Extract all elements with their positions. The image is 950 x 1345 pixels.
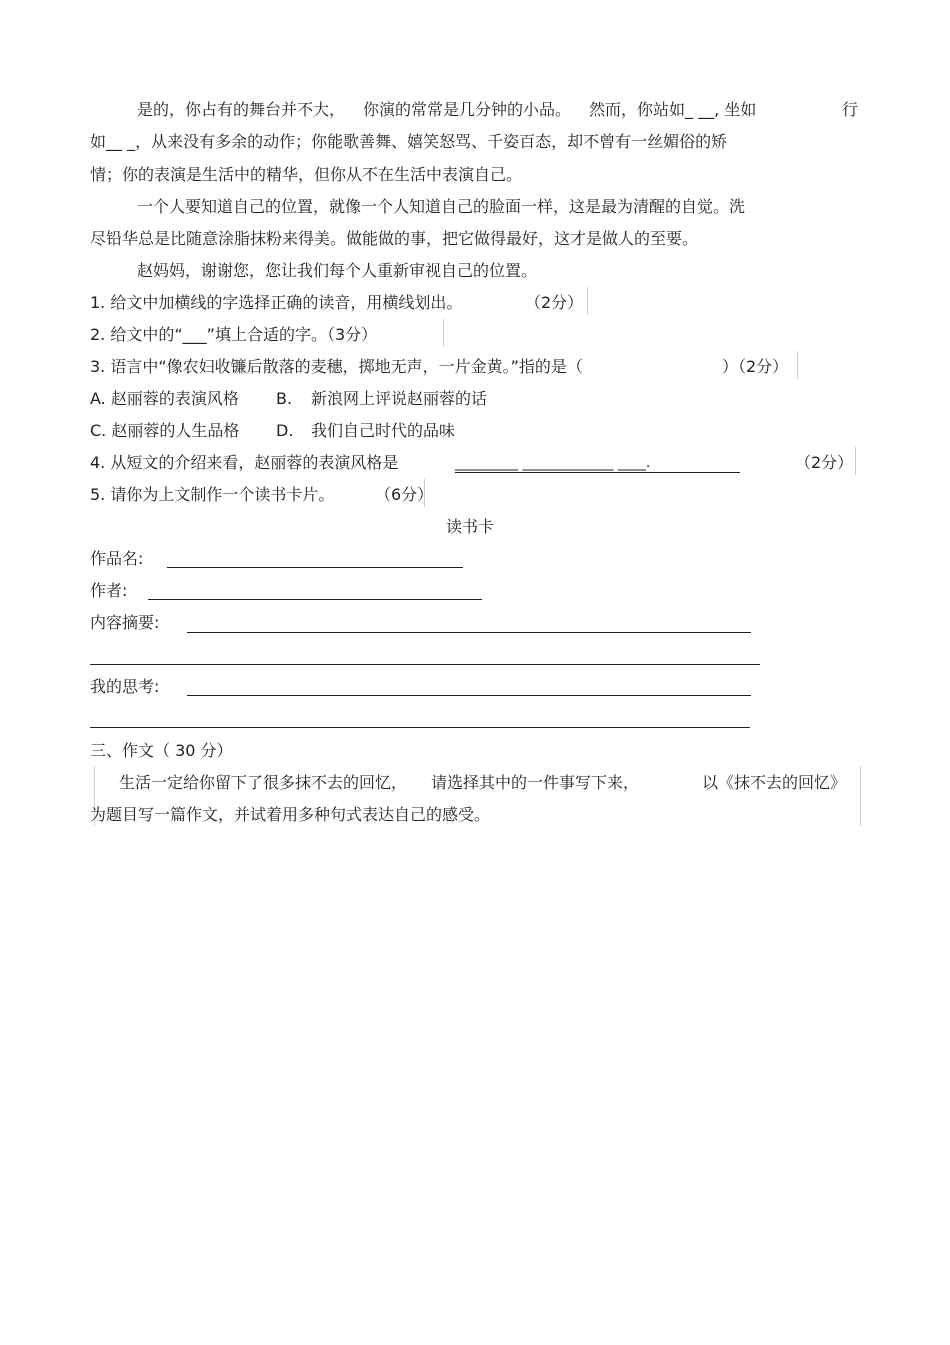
thinking-line [187,695,751,696]
fill-blank: _ __ [685,100,715,119]
essay-title-ref: 以《抹不去的回忆》 [702,773,847,792]
question-3-score: ）（2分） [722,357,789,376]
answer-blank: _________ _____________ ____. [455,455,651,471]
question-5: 5. 请你为上文制作一个读书卡片。 [90,485,335,504]
passage-text: 然而，你站如 [589,100,686,119]
question-3: 3. 语言中“像农妇收镰后散落的麦穗，掷地无声，一片金黄。”指的是（ [90,357,583,376]
answer-line [455,472,740,473]
passage-line-1 [137,100,756,120]
passage-line-5: 尽铅华总是比随意涂脂抹粉来得美。做能做的事，把它做得最好，这才是做人的至要。 [90,229,699,248]
essay-heading: 三、作文（ 30 分） [90,741,233,760]
work-name-line [167,567,463,568]
margin-rule [797,351,798,379]
fill-blank: __ _ [106,132,136,151]
question-5-score: （6分） [375,485,434,504]
passage-text: ，从来没有多余的动作；你能歌善舞、嬉笑怒骂、千姿百态，却不曾有一丝媚俗的矫 [135,132,728,151]
passage-line-3: 情；你的表演是生活中的精华，但你从不在生活中表演自己。 [90,165,523,184]
option-d: 我们自己时代的品味 [311,421,456,440]
thinking-line [90,727,750,728]
question-2: 2. 给文中的“___”填上合适的字。（3分） [90,325,378,344]
margin-rule [424,479,425,507]
option-c: C. 赵丽蓉的人生品格 [90,421,240,440]
passage-line-4: 一个人要知道自己的位置，就像一个人知道自己的脸面一样，这是最为清醒的自觉。洗 [137,197,746,216]
option-a: A. 赵丽蓉的表演风格 [90,389,239,408]
question-4-score: （2分） [795,453,854,472]
card-title: 读书卡 [446,517,495,536]
passage-text: 你演的常常是几分钟的小品。 [363,100,572,119]
margin-rule [587,287,588,315]
summary-line [90,664,760,665]
margin-rule [443,319,444,347]
passage-line-6: 赵妈妈，谢谢您，您让我们每个人重新审视自己的位置。 [137,261,538,280]
author-label: 作者: [90,581,128,600]
question-1-score: （2分） [525,293,584,312]
margin-rule [860,766,861,826]
option-b: 新浪网上评说赵丽蓉的话 [311,389,488,408]
question-1: 1. 给文中加横线的字选择正确的读音，用横线划出。 [90,293,463,312]
margin-rule [855,447,856,475]
passage-text: 是的，你占有的舞台并不大， [137,100,346,119]
passage-line-2 [90,132,727,152]
option-b-letter: B. [276,389,293,408]
passage-text: , 坐如 [714,100,757,119]
essay-line-1: 生活一定给你留下了很多抹不去的回忆， 请选择其中的一件事写下来， [119,773,640,792]
passage-text: 行 [842,100,859,119]
fill-blank: ___ [182,325,207,344]
option-d-letter: D. [276,421,294,440]
summary-line [187,632,751,633]
question-4: 4. 从短文的介绍来看，赵丽蓉的表演风格是 [90,453,399,472]
author-line [148,599,482,600]
work-name-label: 作品名: [90,549,144,568]
essay-line-2: 为题目写一篇作文，并试着用多种句式表达自己的感受。 [90,805,491,824]
passage-text: 如 [90,132,107,151]
thinking-label: 我的思考: [90,677,160,696]
summary-label: 内容摘要: [90,613,160,632]
